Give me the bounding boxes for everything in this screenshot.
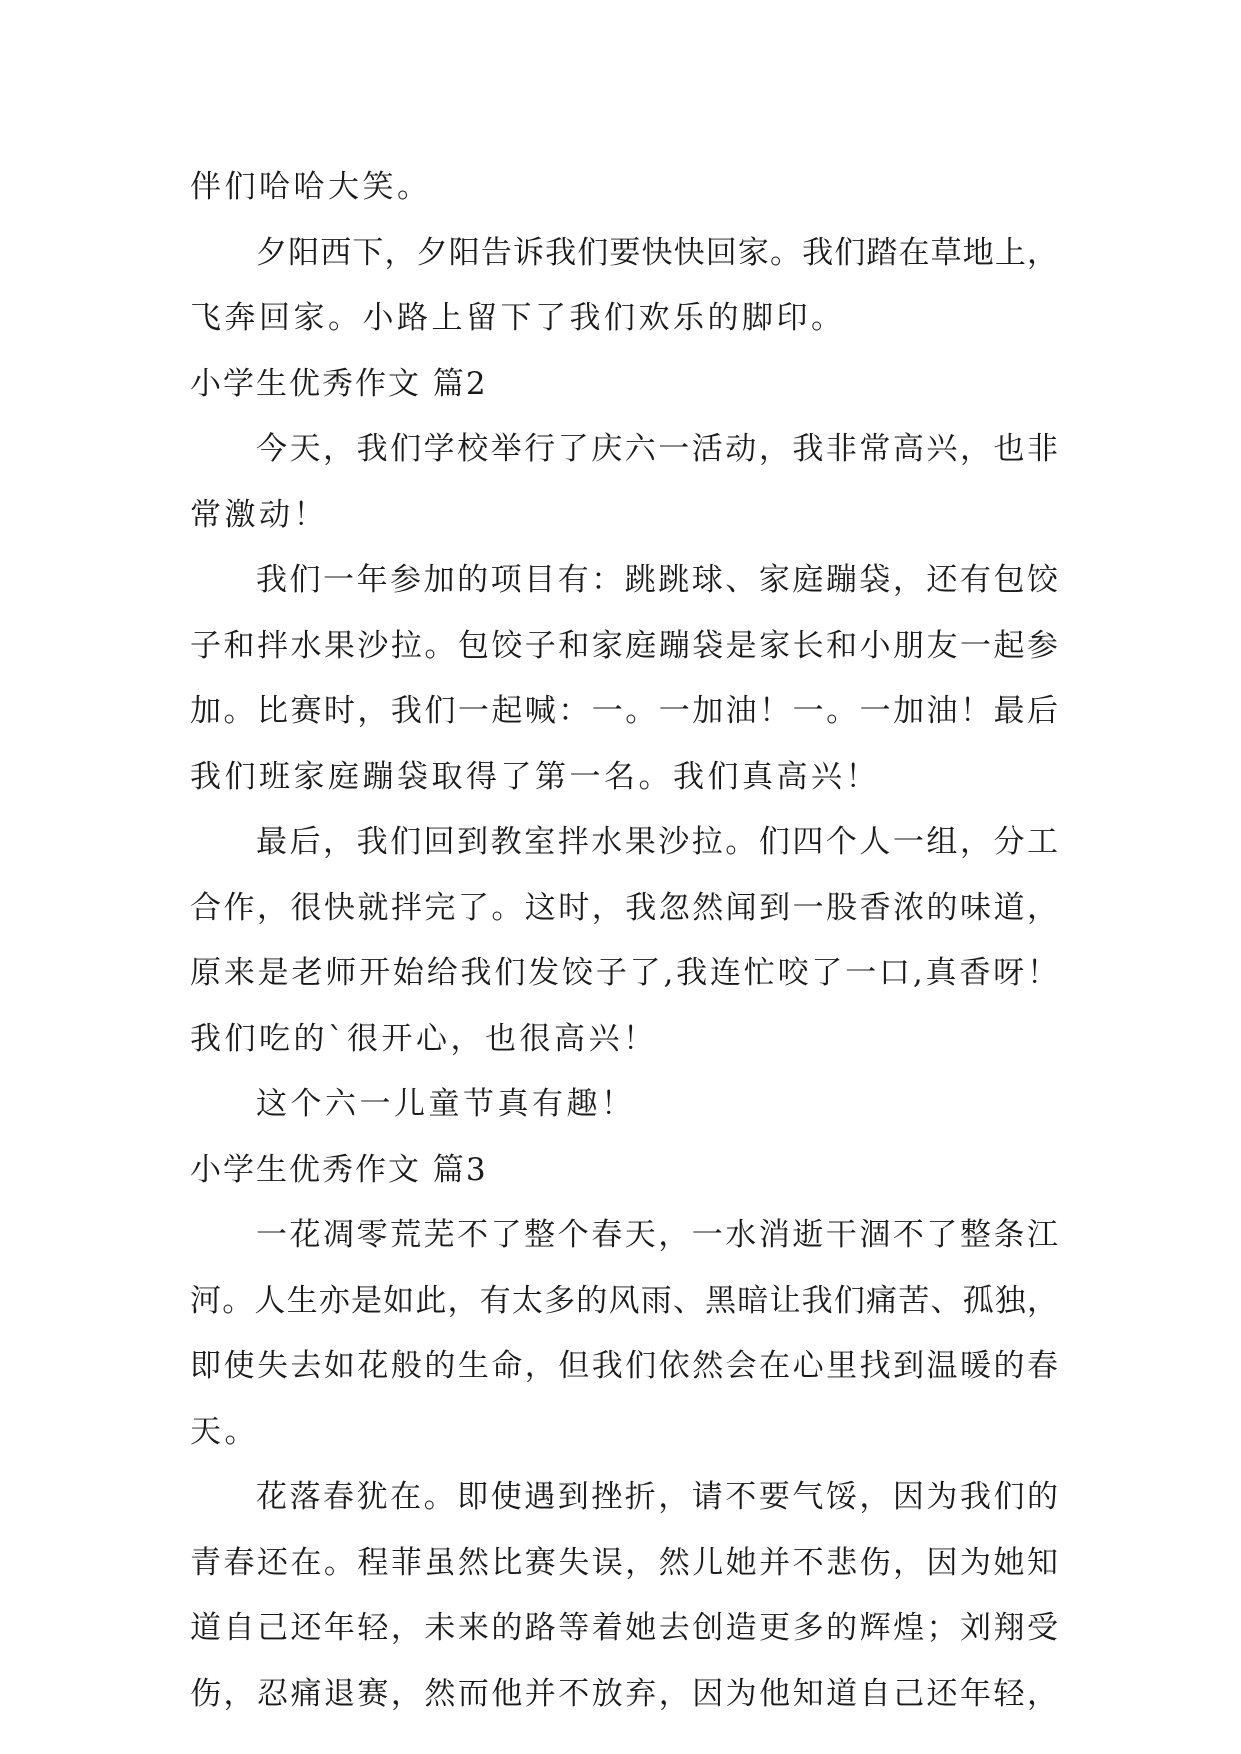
paragraph-line: 天。 (190, 1413, 259, 1450)
paragraph-first-line: 夕阳西下，夕阳告诉我们要快快回家。我们踏在草地上， (256, 234, 1058, 271)
paragraph-first-line: 我们一年参加的项目有：跳跳球、家庭蹦袋，还有包饺 (256, 562, 1058, 598)
paragraph-line: 青春还在。程菲虽然比赛失误，然儿她并不悲伤，因为她知 (190, 1544, 1058, 1581)
paragraph-line: 子和拌水果沙拉。包饺子和家庭蹦袋是家长和小朋友一起参 (190, 627, 1058, 664)
paragraph-line: 飞奔回家。小路上留下了我们欢乐的脚印。 (190, 300, 846, 336)
document-body (190, 155, 1058, 1727)
paragraph-first-line: 这个六一儿童节真有趣！ (256, 1086, 636, 1122)
paragraph-line: 我们吃的`很开心，也很高兴！ (190, 1020, 658, 1057)
paragraph-first-line: 今天，我们学校举行了庆六一活动，我非常高兴，也非 (256, 431, 1058, 467)
paragraph-line: 伴们哈哈大笑。 (190, 169, 432, 205)
paragraph-line: 加。比赛时，我们一起喊：一。一加油！一。一加油！最后 (190, 693, 1058, 729)
paragraph-first-line: 最后，我们回到教室拌水果沙拉。们四个人一组，分工 (256, 824, 1058, 860)
paragraph-line: 即使失去如花般的生命，但我们依然会在心里找到温暖的春 (190, 1348, 1058, 1384)
paragraph-line: 河。人生亦是如此，有太多的风雨、黑暗让我们痛苦、孤独， (190, 1282, 1058, 1319)
paragraph-line: 原来是老师开始给我们发饺子了,我连忙咬了一口,真香呀！ (190, 955, 1058, 991)
paragraph-line: 合作，很快就拌完了。这时，我忽然闻到一股香浓的味道， (190, 889, 1058, 926)
paragraph-first-line: 花落春犹在。即使遇到挫折，请不要气馁，因为我们的 (256, 1479, 1058, 1515)
paragraph-line: 常激动！ (190, 496, 328, 533)
paragraph-line: 伤，忍痛退赛，然而他并不放弃，因为他知道自己还年轻， (190, 1675, 1058, 1712)
paragraph-line: 道自己还年轻，未来的路等着她去创造更多的辉煌；刘翔受 (190, 1610, 1058, 1646)
paragraph-first-line: 一花凋零荒芜不了整个春天，一水消逝干涸不了整条江 (256, 1217, 1058, 1253)
paragraph-line: 我们班家庭蹦袋取得了第一名。我们真高兴！ (190, 758, 880, 795)
section-heading: 小学生优秀作文 篇2 (190, 365, 488, 402)
section-heading: 小学生优秀作文 篇3 (190, 1151, 488, 1188)
